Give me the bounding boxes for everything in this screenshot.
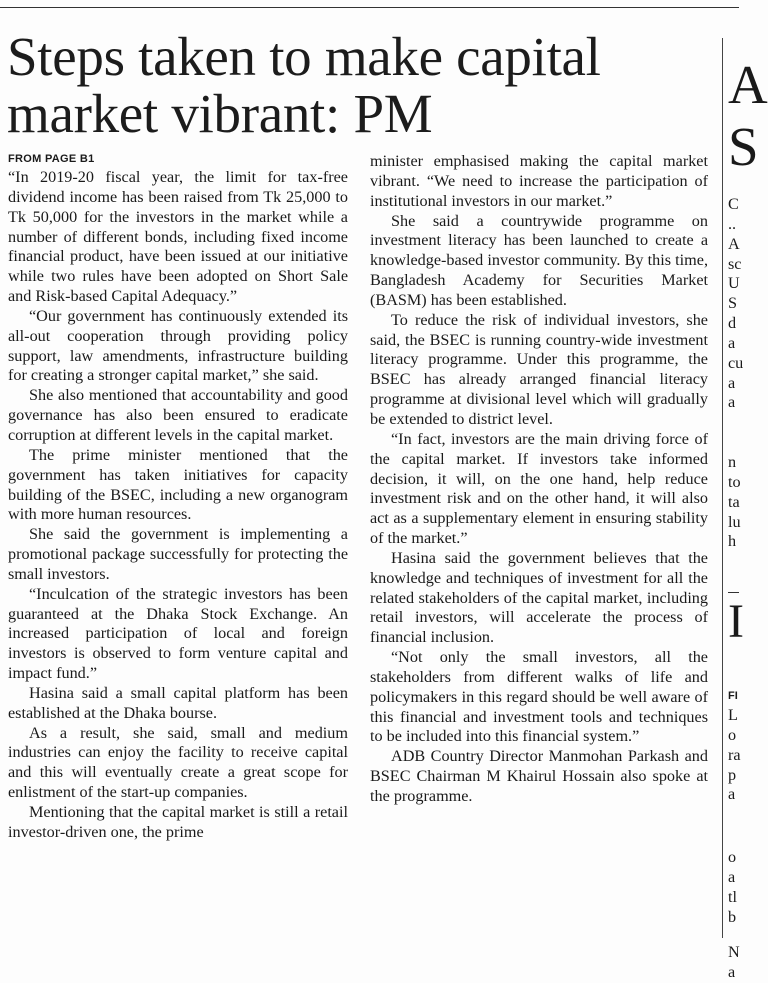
clipped-line: A [728, 234, 740, 253]
clipped-headline-fragment: I [728, 595, 744, 648]
clipped-line: lu [728, 512, 741, 531]
paragraph: Mentioning that the capital market is still a retail investor-driven one, the prime [8, 803, 348, 841]
paragraph: “Inculcation of the strategic investors has been guaranteed at the Dhaka Stock Exchange. An increased participation of local and foreign investors is observed to form venture capital and impact fund.” [8, 584, 348, 683]
clipped-line: a [728, 333, 736, 352]
paragraph: Hasina said the government believes that the knowledge and techniques of investment for all the related stakeholders of the capital market, including retail investors, will accelerate the process of financial inclusion. [370, 548, 708, 647]
clipped-line: p [728, 765, 737, 784]
paragraph: She said the government is implementing a promotional package successfully for protecting the small investors. [8, 525, 348, 583]
article-column-2 [370, 152, 708, 807]
paragraph: Hasina said a small capital platform has been established at the Dhaka bourse. [8, 683, 348, 722]
paragraph: “In fact, investors are the main driving force of the capital market. If investors take informed decision, it will, on the one hand, help reduce investment risk and on the other hand, it will also act as a supplementary element in ensuring stability of the market.” [370, 429, 708, 548]
clipped-dateline-fragment: FI [728, 690, 738, 702]
paragraph: ADB Country Director Manmohan Parkash and BSEC Chairman M Khairul Hossain also spoke at the programme. [370, 747, 708, 805]
paragraph: The prime minister mentioned that the government has taken initiatives for capacity building of the BSEC, including a new organogram with more human resources. [8, 445, 348, 524]
dateline: FROM PAGE B1 [8, 153, 95, 165]
paragraph: “Not only the small investors, all the stakeholders from different walks of life and policymakers in this regard should be well aware of this financial and investment tools and techniques to be included into this financial system.” [370, 648, 708, 746]
clipped-line: to [728, 472, 741, 491]
clipped-rule [728, 592, 739, 593]
clipped-line: h [728, 532, 737, 551]
paragraph: minister emphasised making the capital market vibrant. “We need to increase the participation of institutional investors in our market.” [370, 152, 708, 210]
top-rule [0, 7, 739, 8]
clipped-text-block [728, 943, 740, 983]
article-column-1 [8, 152, 348, 843]
paragraph: She also mentioned that accountability and good governance has also been ensured to eradicate corruption at different levels in the capital market. [8, 386, 348, 444]
clipped-line: a [728, 785, 736, 804]
clipped-line: ta [728, 492, 740, 511]
clipped-text-block [728, 706, 741, 805]
article-headline: Steps taken to make capital market vibrant: PM [7, 26, 601, 144]
clipped-line: o [728, 725, 737, 744]
adjacent-article-clipped [728, 38, 768, 981]
clipped-line: a [728, 962, 736, 981]
clipped-line: U [728, 274, 740, 293]
paragraph: “In 2019-20 fiscal year, the limit for tax-free dividend income has been raised from Tk 25,000 to Tk 50,000 for the investors in the market while a number of different bonds, including fixed income financial product, have been issued at our initiative while two rules have been adopted on Short Sale and Risk-based Capital Adequacy.” [8, 168, 348, 306]
paragraph: She said a countrywide programme on investment literacy has been launched to create a knowledge-based investor community. By this time, Bangladesh Academy for Securities Market (BASM) has been established. [370, 211, 708, 309]
paragraph: As a result, she said, small and medium industries can enjoy the facility to receive capital and this will eventually create a great scope for enlistment of the start-up companies. [8, 723, 348, 802]
clipped-line: C [728, 195, 739, 213]
clipped-line: b [728, 907, 737, 926]
clipped-line: cu [728, 353, 744, 372]
clipped-line: d [728, 314, 737, 333]
clipped-line: a [728, 867, 736, 886]
clipped-line: n [728, 453, 737, 471]
paragraph: “Our government has continuously extended its all-out cooperation through providing policy support, law amendments, infrastructure building for creating a stronger capital market,” she said. [8, 306, 348, 385]
clipped-text-block [728, 848, 737, 927]
clipped-headline-fragment: S [728, 116, 759, 177]
clipped-text-block [728, 195, 743, 413]
clipped-line: o [728, 848, 737, 866]
clipped-line: ra [728, 745, 741, 764]
clipped-line: a [728, 393, 736, 412]
clipped-line: .. [728, 214, 737, 233]
clipped-line: S [728, 294, 738, 313]
clipped-line: L [728, 706, 738, 724]
clipped-line: tl [728, 887, 737, 906]
clipped-line: sc [728, 254, 742, 273]
column-divider [722, 38, 723, 938]
clipped-headline-fragment: A [728, 54, 768, 115]
clipped-line: N [728, 943, 740, 961]
clipped-text-block [728, 453, 741, 552]
clipped-line: a [728, 373, 736, 392]
paragraph: To reduce the risk of individual investors, she said, the BSEC is running country-wide investment literacy programme. Under this programme, the BSEC has already arranged financial literacy programme at divisional level which will gradually be extended to district level. [370, 310, 708, 428]
